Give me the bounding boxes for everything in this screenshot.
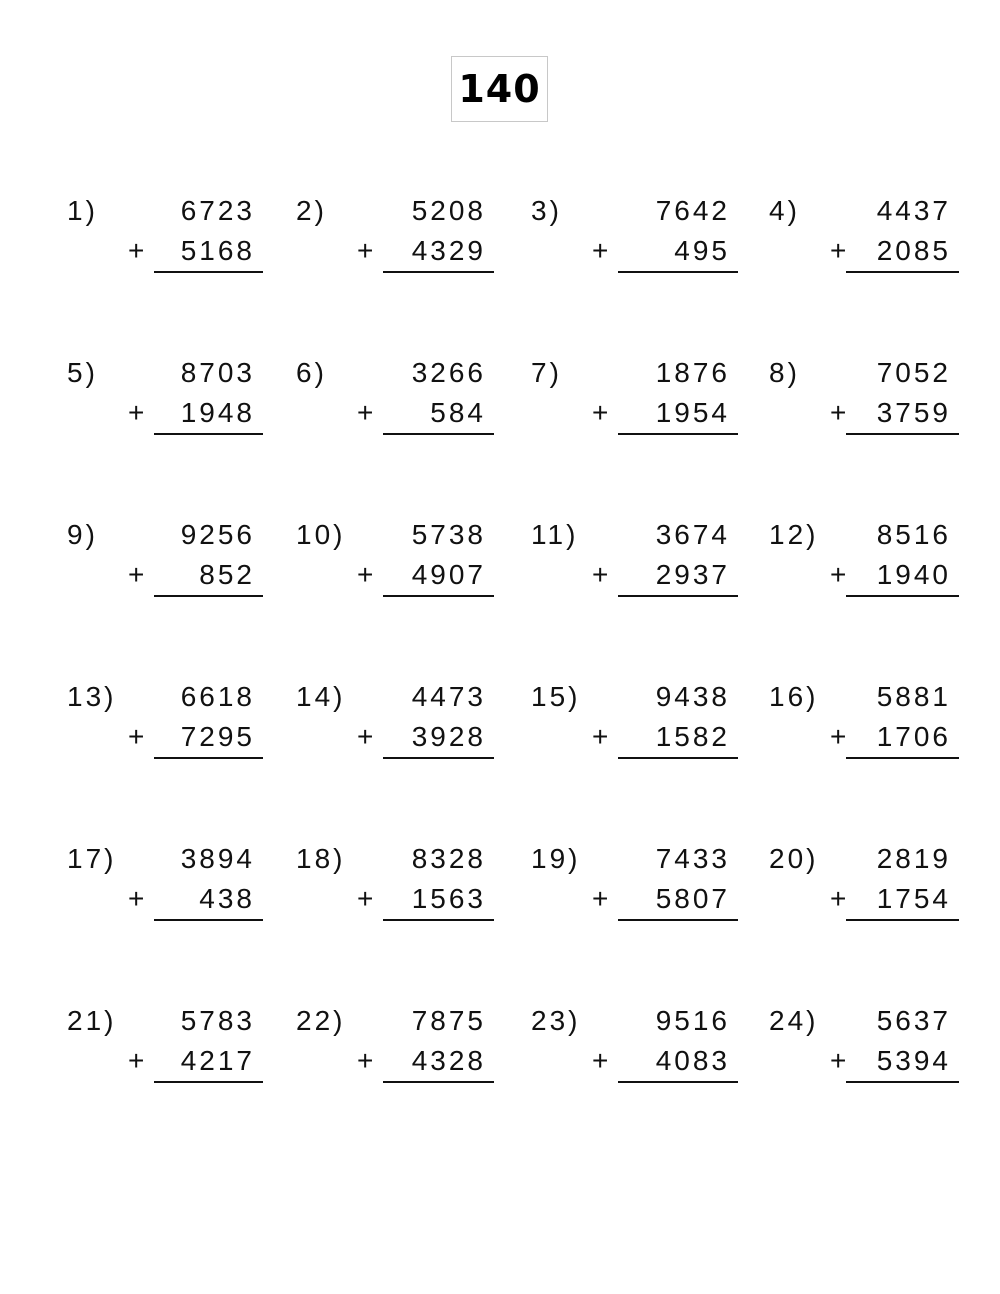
problem-item (531, 842, 738, 922)
plus-sign: + (830, 235, 850, 266)
answer-line (383, 595, 494, 597)
plus-sign: + (830, 1045, 850, 1076)
plus-sign: + (357, 397, 377, 428)
problem-item (67, 842, 263, 922)
problem-item (296, 356, 494, 436)
plus-sign: + (830, 559, 850, 590)
problem-item (67, 194, 263, 274)
problem-number: 16) (769, 681, 819, 712)
problem-number: 2) (296, 195, 327, 226)
problem-number: 7) (531, 357, 562, 388)
addend-bottom: 495 (674, 235, 730, 266)
problem-number: 9) (67, 519, 98, 550)
addend-bottom: 3759 (876, 397, 951, 428)
problem-number: 6) (296, 357, 327, 388)
problem-item (531, 1004, 738, 1084)
answer-line (154, 595, 263, 597)
addend-top: 7642 (655, 195, 730, 226)
addend-top: 5881 (876, 681, 951, 712)
problem-item (531, 518, 738, 598)
plus-sign: + (357, 883, 377, 914)
addend-bottom: 5394 (876, 1045, 951, 1076)
problem-number: 15) (531, 681, 581, 712)
plus-sign: + (592, 397, 612, 428)
problem-number: 22) (296, 1005, 346, 1036)
addend-bottom: 438 (199, 883, 255, 914)
problem-item (769, 518, 959, 598)
plus-sign: + (128, 883, 148, 914)
plus-sign: + (357, 235, 377, 266)
addend-bottom: 4328 (411, 1045, 486, 1076)
problem-item (769, 680, 959, 760)
answer-line (618, 757, 738, 759)
addend-top: 8516 (876, 519, 951, 550)
addend-top: 3266 (411, 357, 486, 388)
problem-item (769, 1004, 959, 1084)
problem-item (296, 518, 494, 598)
addend-bottom: 7295 (180, 721, 255, 752)
addend-bottom: 1948 (180, 397, 255, 428)
problem-number: 14) (296, 681, 346, 712)
addend-bottom: 1706 (876, 721, 951, 752)
addend-top: 5637 (876, 1005, 951, 1036)
answer-line (154, 1081, 263, 1083)
problem-number: 1) (67, 195, 98, 226)
addend-top: 7052 (876, 357, 951, 388)
addend-top: 8703 (180, 357, 255, 388)
problem-item (296, 680, 494, 760)
problem-number: 23) (531, 1005, 581, 1036)
addend-top: 6618 (180, 681, 255, 712)
problem-number: 8) (769, 357, 800, 388)
problem-item (296, 842, 494, 922)
addend-bottom: 852 (199, 559, 255, 590)
addend-bottom: 4083 (655, 1045, 730, 1076)
addend-top: 8328 (411, 843, 486, 874)
plus-sign: + (592, 883, 612, 914)
answer-line (846, 271, 959, 273)
problem-item (67, 518, 263, 598)
answer-line (618, 433, 738, 435)
addend-bottom: 1954 (655, 397, 730, 428)
addend-top: 5208 (411, 195, 486, 226)
answer-line (154, 433, 263, 435)
addend-bottom: 2085 (876, 235, 951, 266)
problem-item (769, 842, 959, 922)
problem-number: 10) (296, 519, 346, 550)
problem-number: 17) (67, 843, 117, 874)
plus-sign: + (128, 721, 148, 752)
addend-top: 6723 (180, 195, 255, 226)
answer-line (846, 757, 959, 759)
problem-number: 18) (296, 843, 346, 874)
addend-bottom: 4907 (411, 559, 486, 590)
answer-line (618, 595, 738, 597)
addend-bottom: 4329 (411, 235, 486, 266)
answer-line (846, 433, 959, 435)
addend-bottom: 1582 (655, 721, 730, 752)
answer-line (383, 1081, 494, 1083)
answer-line (618, 919, 738, 921)
answer-line (154, 919, 263, 921)
addend-bottom: 584 (430, 397, 486, 428)
answer-line (846, 919, 959, 921)
addend-top: 5783 (180, 1005, 255, 1036)
problem-number: 19) (531, 843, 581, 874)
answer-line (383, 433, 494, 435)
answer-line (154, 757, 263, 759)
plus-sign: + (128, 1045, 148, 1076)
plus-sign: + (357, 1045, 377, 1076)
addend-top: 4473 (411, 681, 486, 712)
worksheet-title: 140 (451, 56, 548, 122)
plus-sign: + (592, 1045, 612, 1076)
problem-number: 3) (531, 195, 562, 226)
problem-number: 12) (769, 519, 819, 550)
addend-bottom: 5807 (655, 883, 730, 914)
addend-bottom: 2937 (655, 559, 730, 590)
answer-line (383, 757, 494, 759)
problem-item (531, 680, 738, 760)
problem-number: 5) (67, 357, 98, 388)
answer-line (383, 271, 494, 273)
answer-line (846, 595, 959, 597)
plus-sign: + (128, 397, 148, 428)
addend-top: 9256 (180, 519, 255, 550)
plus-sign: + (592, 721, 612, 752)
problem-number: 24) (769, 1005, 819, 1036)
addend-top: 4437 (876, 195, 951, 226)
addend-bottom: 5168 (180, 235, 255, 266)
addend-top: 5738 (411, 519, 486, 550)
plus-sign: + (830, 397, 850, 428)
plus-sign: + (592, 235, 612, 266)
addend-top: 2819 (876, 843, 951, 874)
addend-bottom: 1563 (411, 883, 486, 914)
problem-item (67, 680, 263, 760)
addend-bottom: 3928 (411, 721, 486, 752)
plus-sign: + (357, 721, 377, 752)
plus-sign: + (592, 559, 612, 590)
plus-sign: + (357, 559, 377, 590)
addend-top: 7433 (655, 843, 730, 874)
problem-item (769, 194, 959, 274)
problem-item (67, 356, 263, 436)
problem-number: 21) (67, 1005, 117, 1036)
plus-sign: + (128, 235, 148, 266)
addend-bottom: 1940 (876, 559, 951, 590)
problem-item (531, 356, 738, 436)
plus-sign: + (830, 883, 850, 914)
addend-bottom: 1754 (876, 883, 951, 914)
problem-number: 11) (531, 519, 579, 550)
answer-line (154, 271, 263, 273)
addend-top: 3674 (655, 519, 730, 550)
addend-top: 9516 (655, 1005, 730, 1036)
addend-top: 9438 (655, 681, 730, 712)
problem-number: 4) (769, 195, 800, 226)
problem-item (67, 1004, 263, 1084)
problem-item (296, 194, 494, 274)
problem-number: 13) (67, 681, 117, 712)
answer-line (618, 271, 738, 273)
addend-bottom: 4217 (180, 1045, 255, 1076)
problem-item (769, 356, 959, 436)
problem-number: 20) (769, 843, 819, 874)
plus-sign: + (128, 559, 148, 590)
addend-top: 1876 (655, 357, 730, 388)
addend-top: 7875 (411, 1005, 486, 1036)
answer-line (846, 1081, 959, 1083)
addend-top: 3894 (180, 843, 255, 874)
problem-item (296, 1004, 494, 1084)
plus-sign: + (830, 721, 850, 752)
answer-line (383, 919, 494, 921)
problem-item (531, 194, 738, 274)
answer-line (618, 1081, 738, 1083)
